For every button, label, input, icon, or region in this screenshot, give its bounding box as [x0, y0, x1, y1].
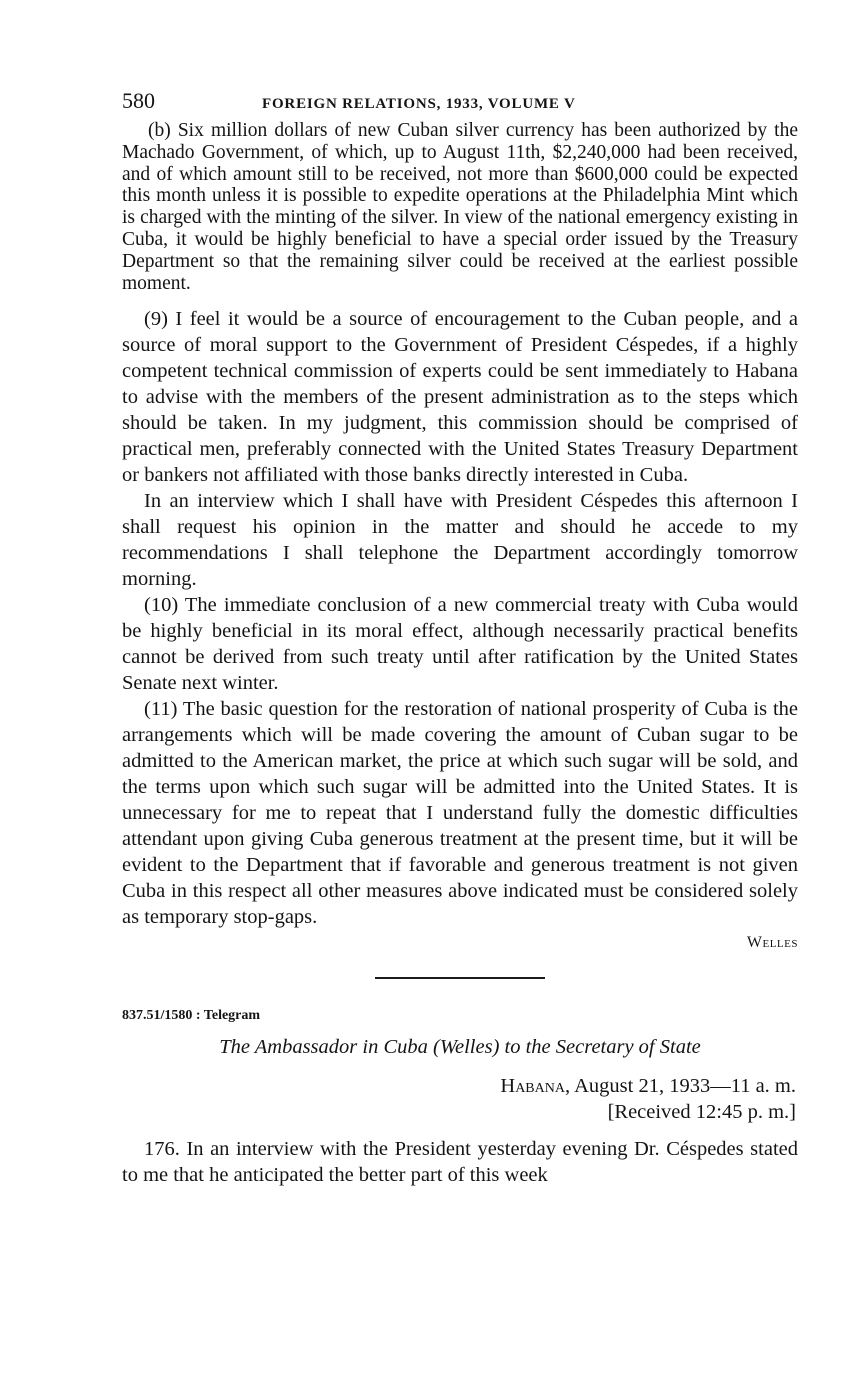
running-head: FOREIGN RELATIONS, 1933, VOLUME V	[262, 96, 576, 112]
paragraph-176: 176. In an interview with the President yesterday evening Dr. Céspedes stated to me that he anticipated the better part of this week	[122, 1138, 798, 1187]
dateline-date: August 21, 1933—11 a. m.	[570, 1075, 796, 1098]
paragraph-spacer	[122, 294, 798, 306]
document-page	[122, 88, 798, 1188]
signature: Welles	[746, 934, 798, 952]
dateline-place: Habana,	[500, 1075, 571, 1098]
paragraph-interview: In an interview which I shall have with President Céspedes this afternoon I shall request his opinion in the matter and should he accede to my recommendations I shall telephone the Department accordingly tomorrow morning.	[122, 490, 798, 591]
page-number: 580	[122, 88, 155, 113]
document-title: The Ambassador in Cuba (Welles) to the Secretary of State	[219, 1036, 701, 1059]
paragraph-10: (10) The immediate conclusion of a new commercial treaty with Cuba would be highly beneficial in its moral effect, although necessarily practical benefits cannot be derived from such treaty until after ratification by the United States Senate next winter.	[122, 594, 798, 695]
paragraph-b: (b) Six million dollars of new Cuban silver currency has been authorized by the Machado Government, of which, up to August 11th, $2,240,000 had been received, and of which amount still to be received, not more than $600,000 could be expected this month unless it is possible to expedite operations at the Philadelphia Mint which is charged with the minting of the silver. In view of the national emergency existing in Cuba, it would be highly beneficial to have a special order issued by the Treasury Department so that the remaining silver could be received at the earliest possible moment.	[122, 120, 798, 294]
paragraph-11: (11) The basic question for the restoration of national prosperity of Cuba is the arrangements which will be made covering the amount of Cuban sugar to be admitted to the American market, the price at which such sugar will be sold, and the terms upon which such sugar will be admitted into the United States. It is unnecessary for me to repeat that I understand fully the domestic difficulties attendant upon giving Cuba generous treatment at the present time, but it will be evident to the Department that if favorable and generous treatment is not given Cuba in this respect all other measures above indicated must be considered solely as temporary stop-gaps.	[122, 698, 798, 929]
file-reference: 837.51/1580 : Telegram	[122, 1008, 261, 1024]
received-time: [Received 12:45 p. m.]	[607, 1101, 796, 1124]
paragraph-9: (9) I feel it would be a source of encouragement to the Cuban people, and a source of moral support to the Government of President Céspedes, if a highly competent technical commission of experts could be sent immediately to Habana to advise with the members of the present administration as to the steps which should be taken. In my judgment, this commission should be comprised of practical men, preferably connected with the United States Treasury Department or bankers not affiliated with those banks directly interested in Cuba.	[122, 308, 798, 487]
section-divider	[375, 977, 545, 979]
page-header	[122, 88, 798, 120]
dateline	[122, 1075, 796, 1101]
